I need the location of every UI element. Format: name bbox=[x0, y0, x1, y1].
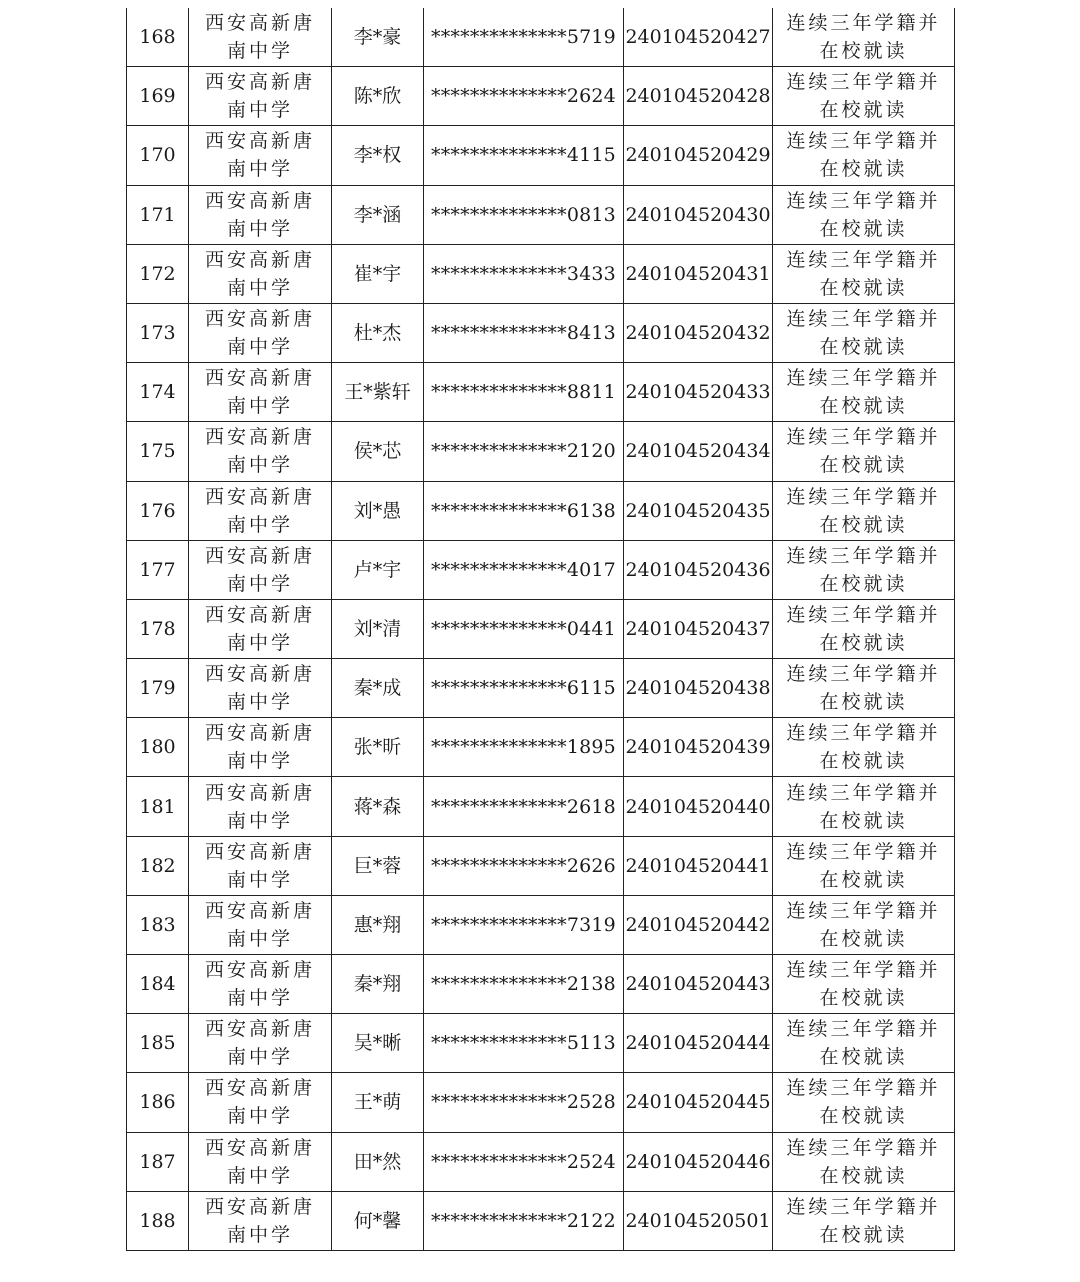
table-row bbox=[127, 363, 955, 422]
school-name: 西安高新唐南中学 bbox=[204, 12, 315, 63]
condition-cell bbox=[773, 1014, 955, 1073]
table-row bbox=[127, 1132, 955, 1191]
table-row bbox=[127, 126, 955, 185]
registration-number: 240104520444 bbox=[624, 1014, 773, 1073]
table-row bbox=[127, 1191, 955, 1250]
row-number: 180 bbox=[127, 718, 189, 777]
registration-number: 240104520428 bbox=[624, 67, 773, 126]
condition-text: 连续三年学籍并在校就读 bbox=[786, 899, 941, 950]
masked-id-number: **************2626 bbox=[424, 836, 624, 895]
row-number: 186 bbox=[127, 1073, 189, 1132]
condition-cell bbox=[773, 718, 955, 777]
condition-text: 连续三年学籍并在校就读 bbox=[786, 71, 941, 122]
school-name: 西安高新唐南中学 bbox=[204, 1077, 315, 1128]
school-cell bbox=[189, 185, 332, 244]
condition-cell bbox=[773, 777, 955, 836]
table-row bbox=[127, 895, 955, 954]
school-name: 西安高新唐南中学 bbox=[204, 840, 315, 891]
student-name: 秦*成 bbox=[332, 659, 424, 718]
condition-cell bbox=[773, 481, 955, 540]
school-name: 西安高新唐南中学 bbox=[204, 781, 315, 832]
row-number: 169 bbox=[127, 67, 189, 126]
masked-id-number: **************0813 bbox=[424, 185, 624, 244]
row-number: 187 bbox=[127, 1132, 189, 1191]
condition-cell bbox=[773, 1073, 955, 1132]
condition-text: 连续三年学籍并在校就读 bbox=[786, 130, 941, 181]
school-cell bbox=[189, 718, 332, 777]
school-name: 西安高新唐南中学 bbox=[204, 603, 315, 654]
row-number: 188 bbox=[127, 1191, 189, 1250]
condition-text: 连续三年学籍并在校就读 bbox=[786, 1195, 941, 1246]
school-name: 西安高新唐南中学 bbox=[204, 248, 315, 299]
masked-id-number: **************3433 bbox=[424, 244, 624, 303]
registration-number: 240104520440 bbox=[624, 777, 773, 836]
condition-cell bbox=[773, 836, 955, 895]
masked-id-number: **************2624 bbox=[424, 67, 624, 126]
school-name: 西安高新唐南中学 bbox=[204, 426, 315, 477]
condition-text: 连续三年学籍并在校就读 bbox=[786, 426, 941, 477]
row-number: 172 bbox=[127, 244, 189, 303]
condition-cell bbox=[773, 540, 955, 599]
row-number: 177 bbox=[127, 540, 189, 599]
registration-number: 240104520432 bbox=[624, 303, 773, 362]
school-name: 西安高新唐南中学 bbox=[204, 1136, 315, 1187]
row-number: 178 bbox=[127, 599, 189, 658]
condition-text: 连续三年学籍并在校就读 bbox=[786, 367, 941, 418]
student-name: 蒋*森 bbox=[332, 777, 424, 836]
school-name: 西安高新唐南中学 bbox=[204, 308, 315, 359]
school-cell bbox=[189, 244, 332, 303]
table-row bbox=[127, 599, 955, 658]
student-name: 王*紫轩 bbox=[332, 363, 424, 422]
masked-id-number: **************6115 bbox=[424, 659, 624, 718]
table-row bbox=[127, 659, 955, 718]
masked-id-number: **************2524 bbox=[424, 1132, 624, 1191]
table-row bbox=[127, 244, 955, 303]
masked-id-number: **************1895 bbox=[424, 718, 624, 777]
table-row bbox=[127, 1014, 955, 1073]
condition-cell bbox=[773, 1132, 955, 1191]
masked-id-number: **************8811 bbox=[424, 363, 624, 422]
row-number: 181 bbox=[127, 777, 189, 836]
school-cell bbox=[189, 126, 332, 185]
masked-id-number: **************2618 bbox=[424, 777, 624, 836]
registration-number: 240104520436 bbox=[624, 540, 773, 599]
row-number: 176 bbox=[127, 481, 189, 540]
school-cell bbox=[189, 599, 332, 658]
condition-text: 连续三年学籍并在校就读 bbox=[786, 1077, 941, 1128]
registration-number: 240104520501 bbox=[624, 1191, 773, 1250]
condition-text: 连续三年学籍并在校就读 bbox=[786, 189, 941, 240]
student-name: 王*萌 bbox=[332, 1073, 424, 1132]
condition-text: 连续三年学籍并在校就读 bbox=[786, 840, 941, 891]
masked-id-number: **************4017 bbox=[424, 540, 624, 599]
row-number: 183 bbox=[127, 895, 189, 954]
table-row bbox=[127, 836, 955, 895]
row-number: 174 bbox=[127, 363, 189, 422]
condition-text: 连续三年学籍并在校就读 bbox=[786, 544, 941, 595]
student-name: 何*馨 bbox=[332, 1191, 424, 1250]
school-name: 西安高新唐南中学 bbox=[204, 367, 315, 418]
school-cell bbox=[189, 1014, 332, 1073]
school-name: 西安高新唐南中学 bbox=[204, 544, 315, 595]
school-cell bbox=[189, 836, 332, 895]
registration-number: 240104520439 bbox=[624, 718, 773, 777]
condition-text: 连续三年学籍并在校就读 bbox=[786, 959, 941, 1010]
student-name: 侯*芯 bbox=[332, 422, 424, 481]
table-row bbox=[127, 481, 955, 540]
school-cell bbox=[189, 363, 332, 422]
condition-text: 连续三年学籍并在校就读 bbox=[786, 485, 941, 536]
registration-number: 240104520442 bbox=[624, 895, 773, 954]
condition-text: 连续三年学籍并在校就读 bbox=[786, 781, 941, 832]
masked-id-number: **************6138 bbox=[424, 481, 624, 540]
condition-text: 连续三年学籍并在校就读 bbox=[786, 12, 941, 63]
masked-id-number: **************2120 bbox=[424, 422, 624, 481]
table-row bbox=[127, 303, 955, 362]
condition-cell bbox=[773, 185, 955, 244]
student-name: 巨*蓉 bbox=[332, 836, 424, 895]
registration-number: 240104520427 bbox=[624, 8, 773, 67]
school-name: 西安高新唐南中学 bbox=[204, 722, 315, 773]
school-name: 西安高新唐南中学 bbox=[204, 1018, 315, 1069]
registration-number: 240104520438 bbox=[624, 659, 773, 718]
table-row bbox=[127, 185, 955, 244]
school-name: 西安高新唐南中学 bbox=[204, 959, 315, 1010]
school-cell bbox=[189, 481, 332, 540]
condition-text: 连续三年学籍并在校就读 bbox=[786, 722, 941, 773]
row-number: 179 bbox=[127, 659, 189, 718]
condition-cell bbox=[773, 1191, 955, 1250]
school-cell bbox=[189, 540, 332, 599]
school-cell bbox=[189, 777, 332, 836]
table-row bbox=[127, 540, 955, 599]
student-name: 刘*愚 bbox=[332, 481, 424, 540]
school-cell bbox=[189, 659, 332, 718]
school-name: 西安高新唐南中学 bbox=[204, 71, 315, 122]
condition-cell bbox=[773, 303, 955, 362]
masked-id-number: **************0441 bbox=[424, 599, 624, 658]
student-name: 田*然 bbox=[332, 1132, 424, 1191]
registration-number: 240104520445 bbox=[624, 1073, 773, 1132]
row-number: 173 bbox=[127, 303, 189, 362]
school-cell bbox=[189, 67, 332, 126]
masked-id-number: **************5113 bbox=[424, 1014, 624, 1073]
student-name: 李*豪 bbox=[332, 8, 424, 67]
table-body bbox=[127, 8, 955, 1250]
masked-id-number: **************2122 bbox=[424, 1191, 624, 1250]
school-cell bbox=[189, 955, 332, 1014]
row-number: 175 bbox=[127, 422, 189, 481]
condition-cell bbox=[773, 955, 955, 1014]
school-name: 西安高新唐南中学 bbox=[204, 663, 315, 714]
condition-cell bbox=[773, 67, 955, 126]
table-row bbox=[127, 8, 955, 67]
registration-number: 240104520430 bbox=[624, 185, 773, 244]
student-name: 杜*杰 bbox=[332, 303, 424, 362]
school-cell bbox=[189, 8, 332, 67]
masked-id-number: **************2528 bbox=[424, 1073, 624, 1132]
masked-id-number: **************8413 bbox=[424, 303, 624, 362]
row-number: 184 bbox=[127, 955, 189, 1014]
student-name: 李*涵 bbox=[332, 185, 424, 244]
condition-cell bbox=[773, 599, 955, 658]
registration-number: 240104520435 bbox=[624, 481, 773, 540]
student-name: 吴*晰 bbox=[332, 1014, 424, 1073]
row-number: 168 bbox=[127, 8, 189, 67]
condition-text: 连续三年学籍并在校就读 bbox=[786, 248, 941, 299]
school-name: 西安高新唐南中学 bbox=[204, 899, 315, 950]
table-row bbox=[127, 777, 955, 836]
table-row bbox=[127, 67, 955, 126]
school-cell bbox=[189, 1132, 332, 1191]
school-cell bbox=[189, 1191, 332, 1250]
student-name: 张*昕 bbox=[332, 718, 424, 777]
row-number: 185 bbox=[127, 1014, 189, 1073]
school-cell bbox=[189, 303, 332, 362]
registration-number: 240104520433 bbox=[624, 363, 773, 422]
school-name: 西安高新唐南中学 bbox=[204, 189, 315, 240]
condition-cell bbox=[773, 126, 955, 185]
row-number: 171 bbox=[127, 185, 189, 244]
school-name: 西安高新唐南中学 bbox=[204, 485, 315, 536]
student-name: 李*权 bbox=[332, 126, 424, 185]
school-name: 西安高新唐南中学 bbox=[204, 130, 315, 181]
row-number: 182 bbox=[127, 836, 189, 895]
registration-number: 240104520443 bbox=[624, 955, 773, 1014]
condition-cell bbox=[773, 895, 955, 954]
student-name: 陈*欣 bbox=[332, 67, 424, 126]
school-cell bbox=[189, 422, 332, 481]
registration-number: 240104520437 bbox=[624, 599, 773, 658]
student-name: 秦*翔 bbox=[332, 955, 424, 1014]
registration-number: 240104520441 bbox=[624, 836, 773, 895]
table-row bbox=[127, 1073, 955, 1132]
student-name: 崔*宇 bbox=[332, 244, 424, 303]
condition-cell bbox=[773, 244, 955, 303]
student-list-table bbox=[126, 8, 955, 1251]
condition-text: 连续三年学籍并在校就读 bbox=[786, 603, 941, 654]
condition-text: 连续三年学籍并在校就读 bbox=[786, 1018, 941, 1069]
masked-id-number: **************4115 bbox=[424, 126, 624, 185]
student-name: 卢*宇 bbox=[332, 540, 424, 599]
condition-cell bbox=[773, 363, 955, 422]
registration-number: 240104520434 bbox=[624, 422, 773, 481]
registration-number: 240104520446 bbox=[624, 1132, 773, 1191]
school-name: 西安高新唐南中学 bbox=[204, 1195, 315, 1246]
registration-number: 240104520431 bbox=[624, 244, 773, 303]
table-row bbox=[127, 718, 955, 777]
masked-id-number: **************2138 bbox=[424, 955, 624, 1014]
masked-id-number: **************7319 bbox=[424, 895, 624, 954]
student-name: 惠*翔 bbox=[332, 895, 424, 954]
table-row bbox=[127, 422, 955, 481]
condition-text: 连续三年学籍并在校就读 bbox=[786, 663, 941, 714]
condition-text: 连续三年学籍并在校就读 bbox=[786, 308, 941, 359]
table-row bbox=[127, 955, 955, 1014]
masked-id-number: **************5719 bbox=[424, 8, 624, 67]
condition-cell bbox=[773, 8, 955, 67]
school-cell bbox=[189, 1073, 332, 1132]
condition-cell bbox=[773, 659, 955, 718]
condition-cell bbox=[773, 422, 955, 481]
registration-number: 240104520429 bbox=[624, 126, 773, 185]
school-cell bbox=[189, 895, 332, 954]
student-name: 刘*清 bbox=[332, 599, 424, 658]
row-number: 170 bbox=[127, 126, 189, 185]
condition-text: 连续三年学籍并在校就读 bbox=[786, 1136, 941, 1187]
